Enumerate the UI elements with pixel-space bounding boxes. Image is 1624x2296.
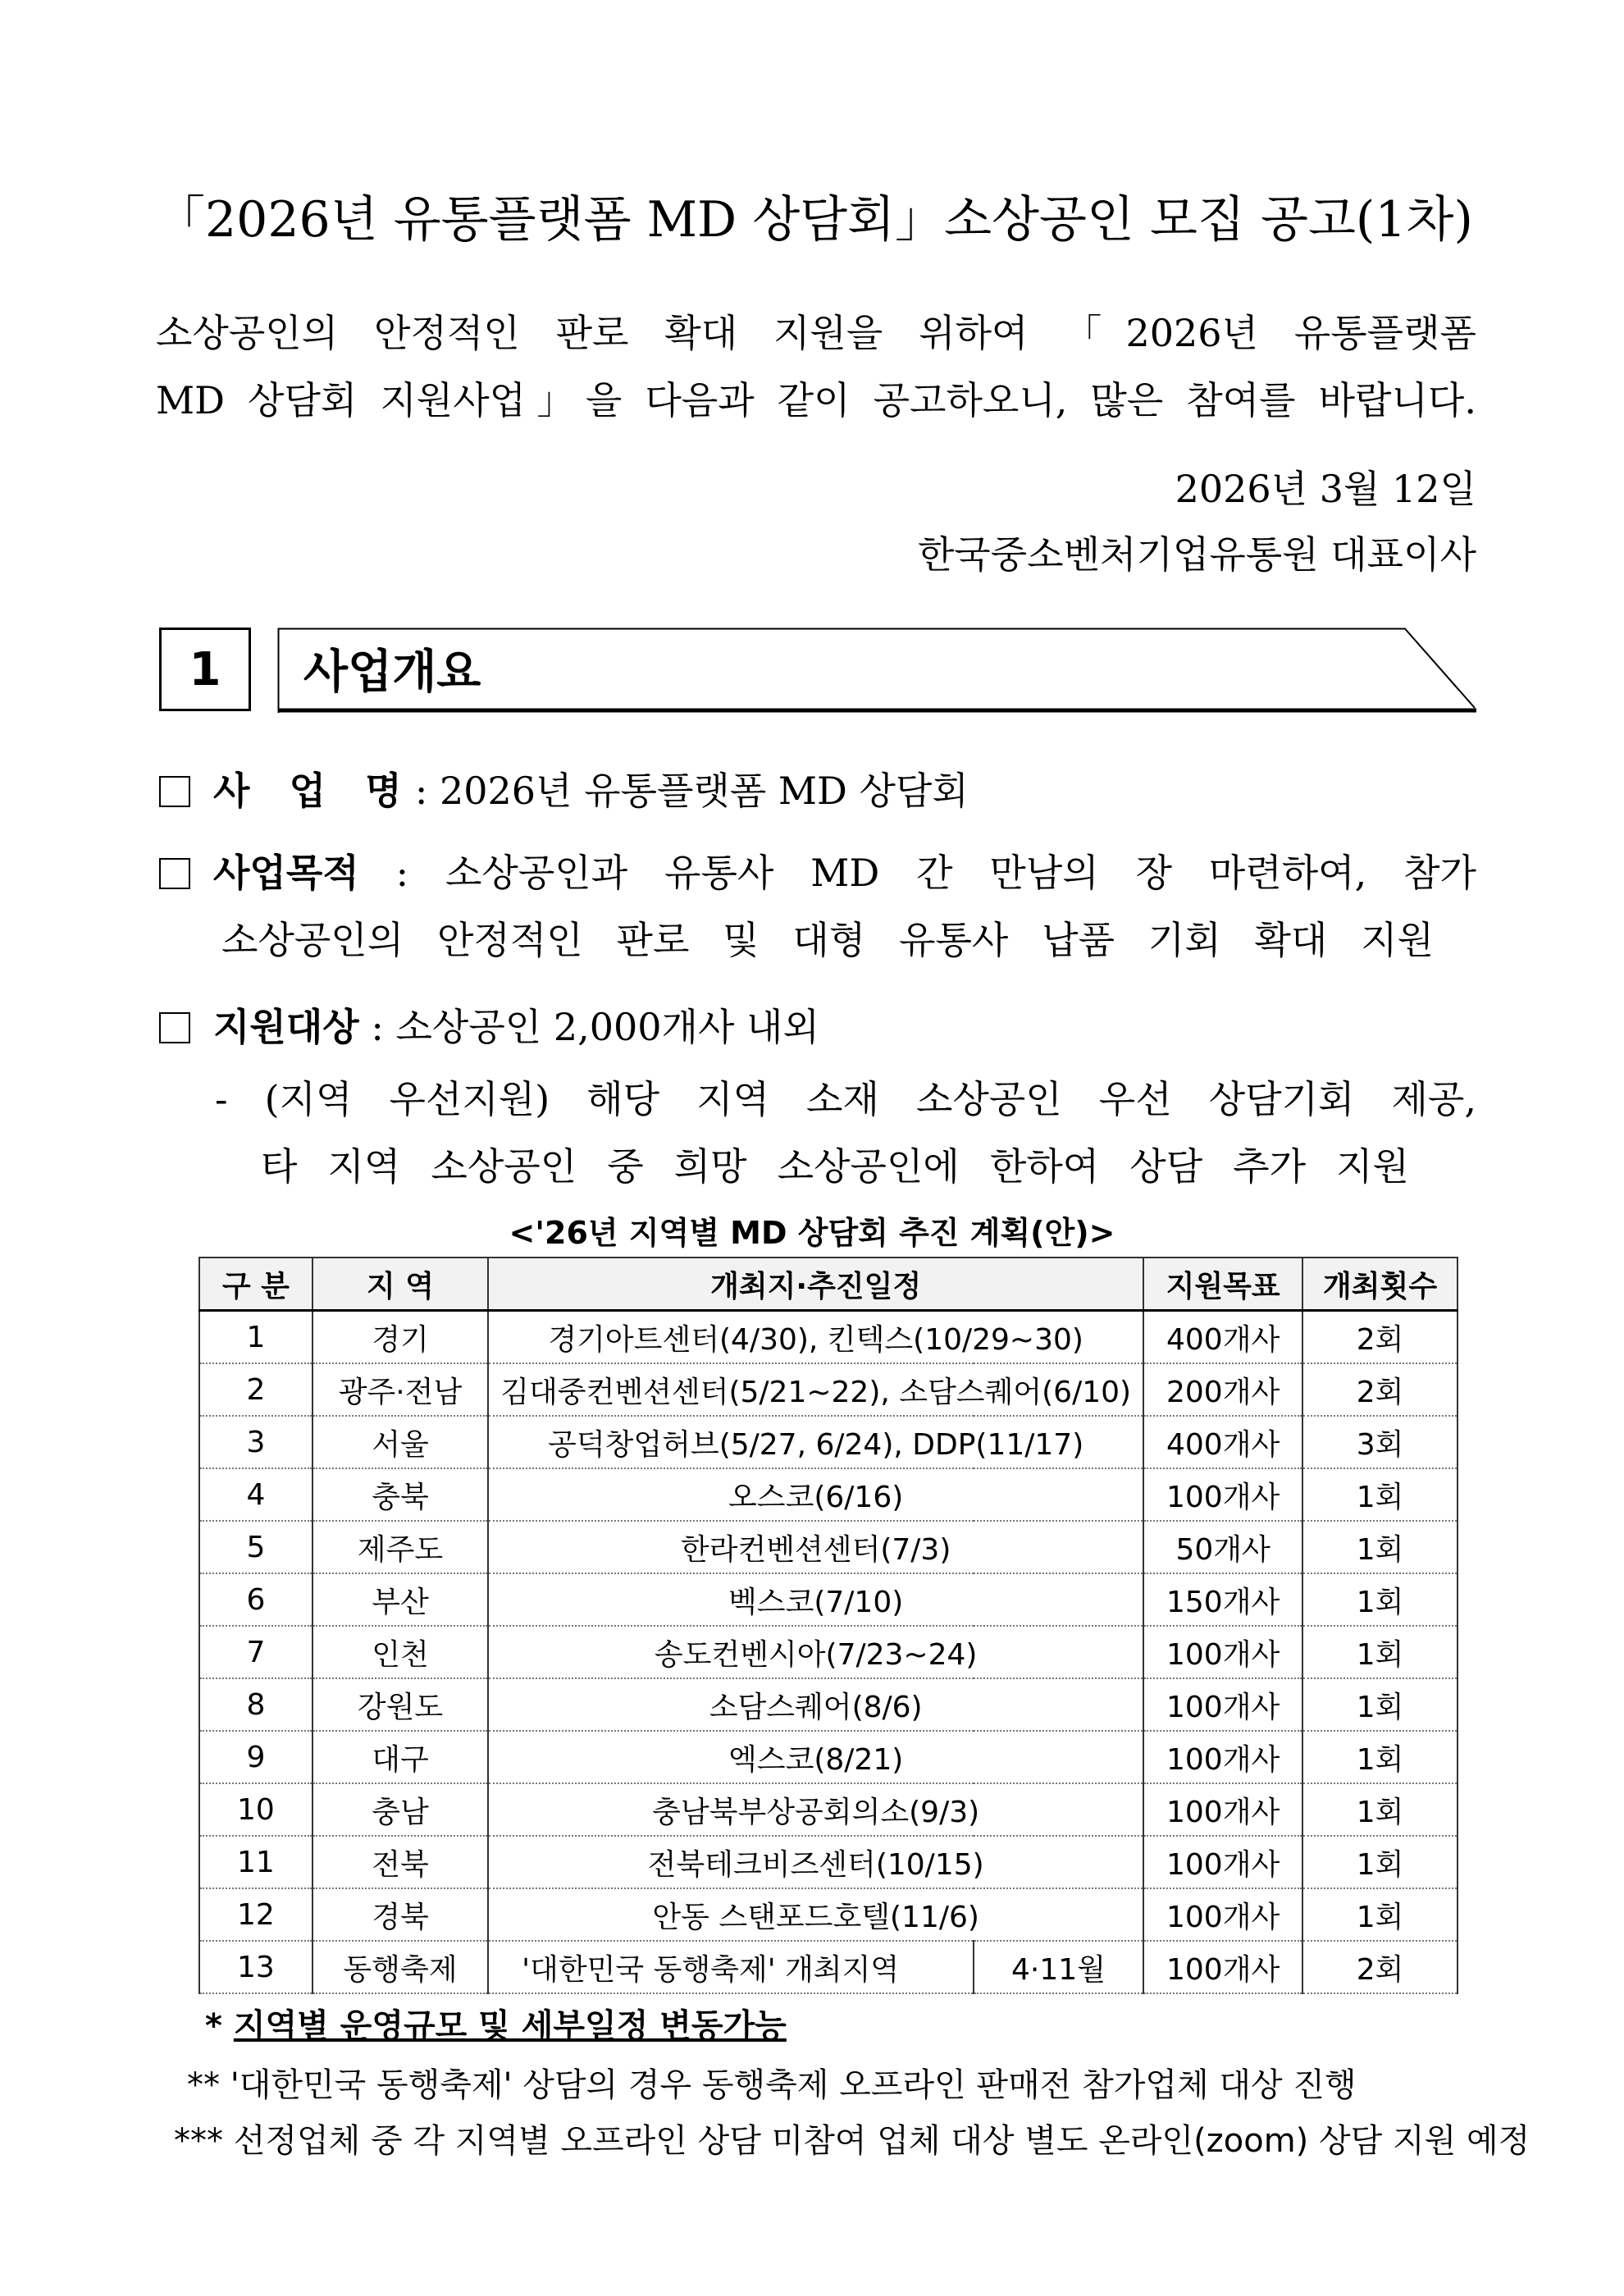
header-target: 지원목표 [1143,1258,1302,1311]
cell-region: 광주·전남 [312,1363,488,1416]
cell-region: 충북 [312,1468,488,1521]
cell-no: 3 [199,1416,312,1468]
cell-target: 100개사 [1143,1731,1302,1783]
cell-region: 인천 [312,1626,488,1678]
cell-venue-schedule: 안동 스탠포드호텔(11/6) [488,1888,1143,1941]
regional-priority-line2: 타 지역 소상공인 중 희망 소상공인에 한하여 상담 추가 지원 [261,1144,1409,1189]
cell-no: 9 [199,1731,312,1783]
business-purpose-value-line1: : 소상공인과 유통사 MD 간 만남의 장 마련하여, 참가 [395,851,1476,895]
business-purpose-label: 사업목적 [213,851,359,895]
section-number-box: 1 [159,628,251,711]
cell-region: 부산 [312,1573,488,1626]
issuing-organization: 한국중소벤처기업유통원 대표이사 [917,532,1476,577]
table-row [199,1888,1457,1941]
cell-target: 50개사 [1143,1521,1302,1573]
note-1 [205,2000,787,2047]
cell-target: 100개사 [1143,1888,1302,1941]
table-row [199,1363,1457,1416]
cell-venue-schedule: 전북테크비즈센터(10/15) [488,1836,1143,1888]
header-region: 지 역 [312,1258,488,1311]
table-row [199,1731,1457,1783]
cell-venue-schedule: 벡스코(7/10) [488,1573,1143,1626]
header-count: 개최횟수 [1302,1258,1457,1311]
page-title: 「2026년 유통플랫폼 MD 상담회」소상공인 모집 공고(1차) [156,191,1473,249]
table-row [199,1783,1457,1836]
cell-no: 2 [199,1363,312,1416]
regional-plan-table [198,1257,1458,1994]
cell-target: 400개사 [1143,1311,1302,1364]
cell-count: 2회 [1302,1311,1457,1364]
table-row [199,1416,1457,1468]
cell-target: 100개사 [1143,1468,1302,1521]
cell-no: 5 [199,1521,312,1573]
cell-count: 1회 [1302,1836,1457,1888]
cell-no: 4 [199,1468,312,1521]
cell-venue-schedule: 송도컨벤시아(7/23~24) [488,1626,1143,1678]
cell-target: 150개사 [1143,1573,1302,1626]
cell-count: 1회 [1302,1626,1457,1678]
cell-region: 충남 [312,1783,488,1836]
table-row [199,1836,1457,1888]
cell-no: 1 [199,1311,312,1364]
cell-target: 100개사 [1143,1783,1302,1836]
cell-region: 경북 [312,1888,488,1941]
cell-count: 1회 [1302,1731,1457,1783]
checkbox-icon [159,1012,190,1043]
cell-target: 100개사 [1143,1836,1302,1888]
cell-target: 100개사 [1143,1626,1302,1678]
cell-no: 13 [199,1941,312,1993]
announcement-date: 2026년 3월 12일 [1175,467,1476,511]
cell-region: 대구 [312,1731,488,1783]
intro-line-2: MD 상담회 지원사업」을 다음과 같이 공고하오니, 많은 참여를 바랍니다. [156,378,1476,422]
item-support-target [159,997,819,1052]
cell-venue-schedule: 엑스코(8/21) [488,1731,1143,1783]
cell-count: 1회 [1302,1468,1457,1521]
table-row [199,1311,1457,1364]
business-name-label: 사 업 명 [213,769,415,813]
cell-venue: '대한민국 동행축제' 개최지역 [488,1941,974,1993]
checkbox-icon [159,858,190,889]
cell-no: 8 [199,1678,312,1731]
cell-region: 서울 [312,1416,488,1468]
table-row [199,1468,1457,1521]
checkbox-icon [159,776,190,807]
table-row [199,1573,1457,1626]
cell-venue-schedule: 경기아트센터(4/30), 킨텍스(10/29~30) [488,1311,1143,1364]
item-business-purpose [159,843,1476,897]
note-1-marker: * [205,2007,234,2045]
item-business-purpose-cont [221,911,1434,965]
cell-target: 100개사 [1143,1941,1302,1993]
cell-target: 400개사 [1143,1416,1302,1468]
cell-count: 1회 [1302,1888,1457,1941]
table-row [199,1521,1457,1573]
cell-region: 경기 [312,1311,488,1364]
section-title: 사업개요 [303,646,481,699]
cell-count: 1회 [1302,1678,1457,1731]
intro-line-1: 소상공인의 안정적인 판로 확대 지원을 위하여 「2026년 유통플랫폼 [156,311,1476,355]
note-1-text: 지역별 운영규모 및 세부일정 변동가능 [233,2007,787,2045]
cell-count: 2회 [1302,1941,1457,1993]
cell-count: 2회 [1302,1363,1457,1416]
business-purpose-value-line2: 소상공인의 안정적인 판로 및 대형 유통사 납품 기회 확대 지원 [221,918,1434,962]
cell-region: 동행축제 [312,1941,488,1993]
table-row [199,1626,1457,1678]
cell-no: 11 [199,1836,312,1888]
table-header-row [199,1258,1457,1311]
cell-schedule: 4·11월 [974,1941,1143,1993]
table-row [199,1678,1457,1731]
cell-region: 제주도 [312,1521,488,1573]
table-row [199,1941,1457,1993]
header-category: 구 분 [199,1258,312,1311]
regional-priority-line1: - (지역 우선지원) 해당 지역 소재 소상공인 우선 상담기회 제공, [215,1077,1476,1121]
support-target-label: 지원대상 [213,1005,359,1049]
cell-no: 10 [199,1783,312,1836]
item-business-name [159,761,969,815]
header-venue-schedule: 개최지·추진일정 [488,1258,1143,1311]
cell-no: 7 [199,1626,312,1678]
cell-no: 12 [199,1888,312,1941]
cell-venue-schedule: 김대중컨벤션센터(5/21~22), 소담스퀘어(6/10) [488,1363,1143,1416]
cell-count: 3회 [1302,1416,1457,1468]
cell-venue-schedule: 소담스퀘어(8/6) [488,1678,1143,1731]
table-caption: <'26년 지역별 MD 상담회 추진 계획(안)> [509,1215,1115,1251]
cell-venue-schedule: 오스코(6/16) [488,1468,1143,1521]
note-3: *** 선정업체 중 각 지역별 오프라인 상담 미참여 업체 대상 별도 온라인(zoom) 상담 지원 예정 [174,2122,1530,2160]
cell-count: 1회 [1302,1783,1457,1836]
cell-venue-schedule: 공덕창업허브(5/27, 6/24), DDP(11/17) [488,1416,1143,1468]
cell-region: 강원도 [312,1678,488,1731]
cell-region: 전북 [312,1836,488,1888]
cell-no: 6 [199,1573,312,1626]
cell-count: 1회 [1302,1521,1457,1573]
cell-target: 200개사 [1143,1363,1302,1416]
cell-target: 100개사 [1143,1678,1302,1731]
cell-venue-schedule: 한라컨벤션센터(7/3) [488,1521,1143,1573]
note-2: ** '대한민국 동행축제' 상담의 경우 동행축제 오프라인 판매전 참가업체 대상 진행 [187,2066,1357,2104]
cell-venue-schedule: 충남북부상공회의소(9/3) [488,1783,1143,1836]
business-name-value: : 2026년 유통플랫폼 MD 상담회 [414,769,969,813]
cell-count: 1회 [1302,1573,1457,1626]
support-target-value: : 소상공인 2,000개사 내외 [371,1005,819,1049]
